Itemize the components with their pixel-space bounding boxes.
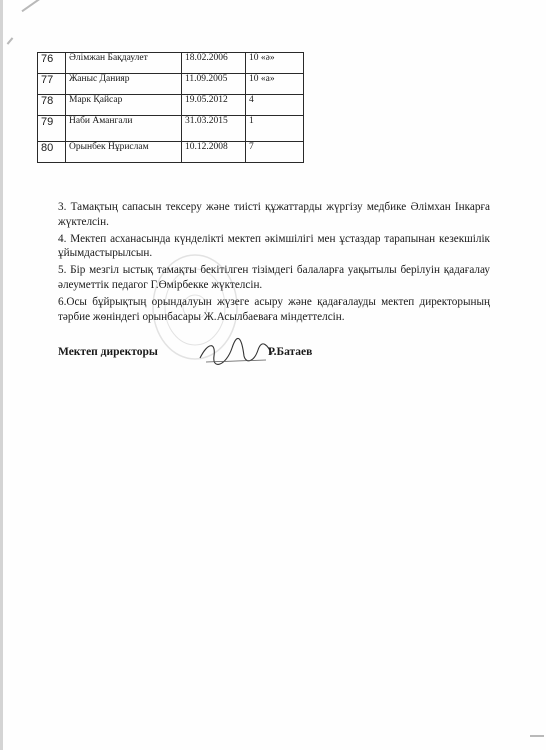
handwritten-signature	[196, 336, 276, 370]
scan-mark-bottom	[530, 735, 544, 737]
birth-date: 18.02.2006	[182, 53, 246, 74]
order-paragraphs	[58, 200, 490, 326]
birth-date: 11.09.2005	[182, 74, 246, 95]
signature-title: Мектеп директоры	[58, 346, 158, 358]
table-row	[38, 74, 304, 95]
table-row	[38, 53, 304, 74]
student-name: Наби Амангали	[66, 116, 182, 142]
row-number: 76	[38, 53, 66, 74]
paragraph-6: 6.Осы бұйрықтың орындалуын жүзеге асыру және қадағалауды мектеп директорының тәрбие жөніндегі орынбасары Ж.Асылбаеваға міндеттелсін.	[58, 295, 490, 323]
class-grade: 10 «а»	[246, 74, 304, 95]
birth-date: 31.03.2015	[182, 116, 246, 142]
table-row	[38, 142, 304, 163]
signature-block	[58, 342, 478, 372]
row-number: 77	[38, 74, 66, 95]
row-number: 79	[38, 116, 66, 142]
class-grade: 7	[246, 142, 304, 163]
table-row	[38, 95, 304, 116]
birth-date: 19.05.2012	[182, 95, 246, 116]
scan-mark-left	[0, 0, 3, 750]
class-grade: 10 «ә»	[246, 53, 304, 74]
class-grade: 1	[246, 116, 304, 142]
class-grade: 4	[246, 95, 304, 116]
student-name: Марк Қайсар	[66, 95, 182, 116]
row-number: 78	[38, 95, 66, 116]
student-name: Жаныс Данияр	[66, 74, 182, 95]
students-table	[37, 52, 304, 163]
student-name: Орынбек Нұрислам	[66, 142, 182, 163]
scan-mark-top	[21, 0, 40, 12]
director-name: Р.Батаев	[268, 346, 313, 358]
birth-date: 10.12.2008	[182, 142, 246, 163]
table-row	[38, 116, 304, 142]
paragraph-3: 3. Тамақтың сапасын тексеру және тиісті құжаттарды жүргізу медбике Әлімхан Інкарға жүктелсін.	[58, 201, 490, 228]
paragraph-4: 4. Мектеп асханасында күнделікті мектеп әкімшілігі мен ұстаздар тарапынан кезекшілік ұйымдастырылсын.	[58, 232, 490, 260]
row-number: 80	[38, 142, 66, 163]
paragraph-5: 5. Бір мезгіл ыстық тамақты бекітілген тізімдегі балаларға уақытылы берілуін қадағалау әлеуметтік педагог Г.Өмірбекке жүктелсін.	[58, 264, 490, 291]
student-name: Әлімжан Бақдаулет	[66, 53, 182, 74]
scan-mark-top	[7, 37, 14, 44]
